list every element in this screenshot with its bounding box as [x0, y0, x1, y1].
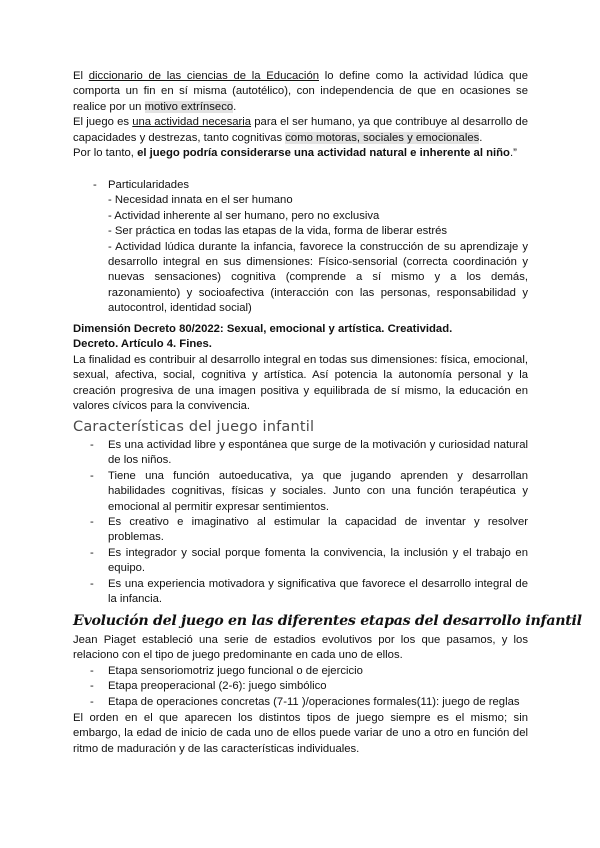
list-dash: - — [90, 665, 94, 677]
caracteristicas-section — [88, 438, 528, 607]
list-dash: - — [90, 516, 94, 529]
list-item-text: Es una experiencia motivadora y significativa que favorece el desarrollo integral de la infancia. — [108, 577, 528, 606]
intro-paragraph — [73, 69, 528, 161]
list-item-text: Tiene una función autoeducativa, ya que jugando aprenden y desarrollan habilidades cognitivas, físicas y sociales. Junto con una función terapéutica y emocional al permitir expresar sentimientos. — [108, 469, 528, 513]
evolucion-section — [88, 664, 528, 710]
highlight-motivo: motivo extrínseco — [144, 100, 234, 113]
p2-end: . — [479, 131, 483, 144]
list-item-text: Es integrador y social porque fomenta la convivencia, la inclusión y el trabajo en equipo. — [108, 546, 528, 575]
caracteristicas-list — [88, 438, 528, 607]
list-dash: - — [93, 179, 97, 191]
caracteristicas-heading: Características del juego infantil — [73, 419, 315, 435]
list-item-text: Etapa sensoriomotriz juego funcional o de ejercicio — [108, 665, 363, 677]
list-item: - Actividad lúdica durante la infancia, favorece la construcción de su aprendizaje y desarrollo integral en sus dimensiones: Físico-sensorial (correcta coordinación y nuevas sensaciones) cognitiva (comprende a sí mismo y a los demás, razonamiento) y socioafectiva (interacción con las personas, responsabilidad y autocontrol, identidad social) — [108, 240, 528, 315]
list-item — [88, 469, 528, 515]
list-item-text: Es una actividad libre y espontánea que surge de la motivación y curiosidad natural de los niños. — [108, 439, 528, 467]
list-dash: - — [90, 695, 94, 708]
list-dash: - — [90, 577, 94, 590]
list-item — [88, 577, 528, 608]
particularidades-title: Particularidades — [108, 179, 190, 191]
necessary-activity-sentence — [73, 115, 528, 146]
list-dash: - — [90, 680, 94, 693]
list-item — [88, 679, 528, 694]
list-item — [88, 664, 528, 679]
conclusion-sentence — [73, 146, 528, 161]
p2-text-b: para el ser humano, ya que contribuye al desarrollo de capacidades y destrezas, tanto cognitivas — [73, 116, 528, 144]
list-item-text: Es creativo e imaginativo al estimular la capacidad de inventar y resolver problemas. — [108, 516, 528, 544]
evolucion-intro: Jean Piaget estableció una serie de estadios evolutivos por los que pasamos, y los relaciono con el tipo de juego predominante en cada uno de ellos. — [73, 634, 528, 662]
list-dash: - — [90, 469, 94, 482]
p3-end: .” — [509, 147, 517, 160]
list-item — [88, 695, 528, 710]
intro-text-a: El — [73, 70, 89, 82]
decreto-title: Decreto. Artículo 4. Fines. — [73, 338, 212, 351]
list-item-text: Etapa preoperacional (2-6): juego simbólico — [108, 680, 327, 693]
highlight-motoras: como motoras, sociales y emocionales — [285, 131, 480, 144]
list-item: - Necesidad innata en el ser humano — [108, 194, 293, 207]
list-item: - Ser práctica en todas las etapas de la vida, forma de liberar estrés — [108, 225, 448, 238]
conclusion-bold: el juego podría considerarse una actividad natural e inherente al niño — [137, 147, 510, 160]
list-item-text: Etapa de operaciones concretas (7-11 )/operaciones formales(11): juego de reglas — [108, 695, 520, 708]
list-item: - Actividad inherente al ser humano, pero no exclusiva — [108, 209, 380, 222]
necessary-activity-underline: una actividad necesaria — [132, 116, 252, 129]
list-dash: - — [90, 439, 94, 451]
list-item — [88, 515, 528, 546]
dictionary-reference: diccionario de las ciencias de la Educación — [88, 70, 320, 82]
p3-text-a: Por lo tanto, — [73, 147, 138, 160]
intro-end: . — [233, 100, 237, 113]
dimension-text: La finalidad es contribuir al desarrollo integral en todas sus dimensiones: física, emocional, sexual, afectiva, social, cognitiva y artística. Así potencia la autonomía personal y la creación progresiva de una imagen positiva y equilibrada de sí mismo, la educación en valores cívicos para la convivencia. — [73, 353, 528, 413]
dimension-section — [73, 322, 528, 414]
intro-text-b: lo define como la actividad lúdica que comporta un fin en sí misma (autotélico), con independencia de que en ocasiones se realice por un — [73, 70, 528, 113]
evolucion-heading: Evolución del juego en las diferentes etapas del desarrollo infantil — [73, 613, 582, 629]
list-dash: - — [90, 546, 94, 559]
evolucion-outro: El orden en el que aparecen los distintos tipos de juego siempre es el mismo; sin embargo, la edad de inicio de cada uno de ellos puede variar de uno a otro en función del ritmo de maduración y de las características individuales. — [73, 712, 528, 755]
dimension-title: Dimensión Decreto 80/2022: Sexual, emocional y artística. Creatividad. — [73, 323, 453, 335]
list-item — [88, 438, 528, 469]
piaget-stages-list — [88, 664, 528, 710]
p2-text-a: El juego es — [73, 116, 133, 129]
particularidades-content — [108, 178, 528, 317]
list-item — [88, 546, 528, 577]
